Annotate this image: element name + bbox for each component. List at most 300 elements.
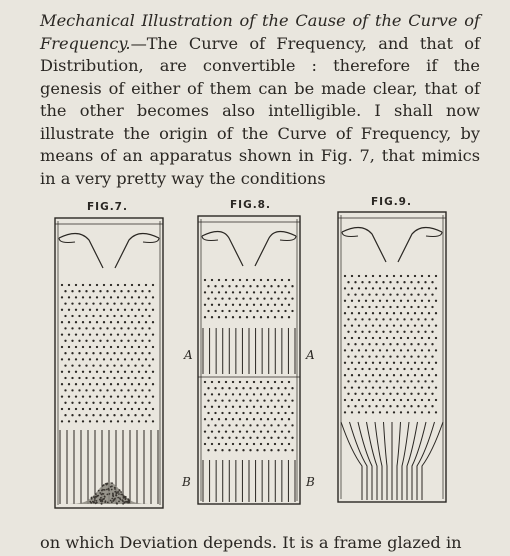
fig8-pin bbox=[239, 406, 241, 408]
fig7-pin bbox=[134, 402, 136, 404]
fig9-pin bbox=[354, 318, 356, 320]
fig7-pin bbox=[117, 284, 119, 286]
fig8-pin bbox=[228, 285, 230, 287]
fig9-pin bbox=[368, 331, 370, 333]
fig9-pin bbox=[361, 318, 363, 320]
fig8-pin bbox=[225, 406, 227, 408]
fig9-pin bbox=[382, 368, 384, 370]
fig8-pin bbox=[291, 310, 293, 312]
fig9-pin bbox=[379, 386, 381, 388]
fig9-pin bbox=[347, 405, 349, 407]
fig7-pin bbox=[131, 395, 133, 397]
fig9-pin bbox=[344, 275, 346, 277]
fig9-pin bbox=[393, 399, 395, 401]
fig9-pin bbox=[414, 275, 416, 277]
fig9-pin bbox=[365, 275, 367, 277]
fig7-pin bbox=[152, 321, 154, 323]
fig7-pin bbox=[89, 383, 91, 385]
fig7-shot bbox=[101, 494, 103, 496]
fig8-pin bbox=[246, 393, 248, 395]
fig8-pin bbox=[218, 381, 220, 383]
fig8-pin bbox=[204, 406, 206, 408]
fig9-pin bbox=[431, 318, 433, 320]
fig7-pin bbox=[61, 383, 63, 385]
fig8-pin bbox=[274, 418, 276, 420]
fig7-pin bbox=[134, 389, 136, 391]
text-paragraph bbox=[40, 10, 480, 190]
fig8-pin bbox=[225, 418, 227, 420]
fig7-pin bbox=[78, 352, 80, 354]
fig9-pin bbox=[372, 411, 374, 413]
fig9-pin bbox=[361, 355, 363, 357]
fig8-marker-a-right: A bbox=[306, 348, 315, 362]
fig8-pin bbox=[249, 412, 251, 414]
fig7-shot bbox=[122, 494, 124, 496]
fig7-pin bbox=[89, 284, 91, 286]
fig8-funnel-left bbox=[202, 231, 243, 266]
fig7-shot bbox=[106, 489, 108, 491]
fig7-pin bbox=[68, 309, 70, 311]
fig7-pin bbox=[106, 290, 108, 292]
fig8-pin bbox=[232, 304, 234, 306]
fig9-pin bbox=[347, 306, 349, 308]
fig7-shot bbox=[124, 501, 126, 503]
fig9-pin bbox=[344, 362, 346, 364]
fig7-pin bbox=[113, 414, 115, 416]
fig7-pin bbox=[110, 333, 112, 335]
fig7-pin bbox=[64, 377, 66, 379]
fig9-pin bbox=[389, 331, 391, 333]
fig9-pin bbox=[400, 362, 402, 364]
fig9-pin bbox=[347, 343, 349, 345]
fig9-pin bbox=[386, 312, 388, 314]
fig8-pin bbox=[288, 406, 290, 408]
fig7-pin bbox=[120, 302, 122, 304]
fig7-pin bbox=[120, 327, 122, 329]
fig9-pin bbox=[344, 349, 346, 351]
fig9-pin bbox=[393, 349, 395, 351]
fig9-pin bbox=[361, 331, 363, 333]
fig8-pin bbox=[232, 279, 234, 281]
fig7-pin bbox=[131, 296, 133, 298]
fig7-shot bbox=[112, 500, 114, 502]
fig7-shot bbox=[109, 493, 111, 495]
fig9-pin bbox=[417, 355, 419, 357]
fig9-pin bbox=[414, 337, 416, 339]
fig8-funnel-right bbox=[255, 231, 296, 266]
fig7-shot bbox=[114, 487, 116, 489]
fig9-pin bbox=[414, 349, 416, 351]
fig9-pin bbox=[407, 374, 409, 376]
fig8-pin bbox=[270, 412, 272, 414]
fig7-pin bbox=[120, 315, 122, 317]
fig7-pin bbox=[124, 309, 126, 311]
fig8-pin bbox=[263, 297, 265, 299]
fig9-pin bbox=[417, 343, 419, 345]
fig9-label: FIG.9. bbox=[371, 196, 412, 208]
fig9-pin bbox=[386, 324, 388, 326]
fig9-pin bbox=[365, 399, 367, 401]
fig9-pin bbox=[354, 281, 356, 283]
fig7-pin bbox=[106, 352, 108, 354]
fig8-pin bbox=[242, 310, 244, 312]
fig9-pin bbox=[361, 405, 363, 407]
fig9-pin bbox=[361, 281, 363, 283]
fig7-pin bbox=[85, 327, 87, 329]
fig7-pin bbox=[68, 296, 70, 298]
fig7-pin bbox=[141, 302, 143, 304]
fig8-pin bbox=[221, 424, 223, 426]
fig7-shot bbox=[104, 489, 106, 491]
fig8-pin bbox=[274, 393, 276, 395]
fig8-pin bbox=[228, 412, 230, 414]
fig9-pin bbox=[421, 324, 423, 326]
fig7-pin bbox=[117, 296, 119, 298]
fig9-pin bbox=[424, 405, 426, 407]
fig9-pin bbox=[410, 380, 412, 382]
fig9-pin bbox=[375, 306, 377, 308]
fig7-pin bbox=[64, 352, 66, 354]
fig9-pin bbox=[361, 393, 363, 395]
fig9-pin bbox=[382, 306, 384, 308]
fig9-channel bbox=[402, 422, 409, 500]
fig7-pin bbox=[99, 377, 101, 379]
fig8-pin bbox=[232, 443, 234, 445]
fig9-pin bbox=[410, 281, 412, 283]
fig9-pin bbox=[365, 386, 367, 388]
fig8-pin bbox=[235, 387, 237, 389]
fig7-pin bbox=[124, 395, 126, 397]
fig9-pin bbox=[417, 306, 419, 308]
fig9-pin bbox=[389, 293, 391, 295]
fig9-pin bbox=[424, 281, 426, 283]
fig9-pin bbox=[344, 337, 346, 339]
fig9-pin bbox=[435, 411, 437, 413]
fig8-pin bbox=[214, 310, 216, 312]
fig7-pin bbox=[134, 302, 136, 304]
fig7-pin bbox=[99, 414, 101, 416]
fig9-pin bbox=[372, 399, 374, 401]
fig8-pin bbox=[267, 291, 269, 293]
fig8-pin bbox=[211, 291, 213, 293]
fig9-pin bbox=[386, 337, 388, 339]
fig9-pin bbox=[424, 293, 426, 295]
fig7-pin bbox=[127, 302, 129, 304]
fig7-pin bbox=[127, 327, 129, 329]
fig9-pin bbox=[393, 411, 395, 413]
fig9-pin bbox=[407, 287, 409, 289]
fig8-pin bbox=[232, 291, 234, 293]
fig7-pin bbox=[89, 321, 91, 323]
fig9-pin bbox=[428, 386, 430, 388]
fig9-pin bbox=[421, 374, 423, 376]
fig9-pin bbox=[379, 287, 381, 289]
fig8-pin bbox=[214, 449, 216, 451]
fig9-pin bbox=[379, 337, 381, 339]
fig9-pin bbox=[347, 355, 349, 357]
fig7-pin bbox=[152, 420, 154, 422]
fig7-pin bbox=[78, 327, 80, 329]
fig9-pin bbox=[389, 393, 391, 395]
fig8-pin bbox=[211, 418, 213, 420]
fig7-shot bbox=[120, 494, 122, 496]
fig7-pin bbox=[82, 408, 84, 410]
fig8-pin bbox=[228, 399, 230, 401]
fig7-pin bbox=[113, 377, 115, 379]
fig7-shot bbox=[108, 489, 110, 491]
fig9-pin bbox=[389, 380, 391, 382]
fig7-shot bbox=[111, 501, 113, 503]
fig9-pin bbox=[403, 306, 405, 308]
fig9-pin bbox=[393, 275, 395, 277]
fig7-pin bbox=[106, 377, 108, 379]
fig8-pin bbox=[235, 412, 237, 414]
fig7-pin bbox=[61, 420, 63, 422]
fig7-pin bbox=[145, 296, 147, 298]
fig8-pin bbox=[242, 285, 244, 287]
fig8-pin bbox=[249, 310, 251, 312]
fig9-pin bbox=[375, 293, 377, 295]
fig7-shot bbox=[97, 495, 99, 497]
fig9-pin bbox=[431, 331, 433, 333]
fig7-shot bbox=[95, 493, 97, 495]
fig7-pin bbox=[64, 414, 66, 416]
fig7-pin bbox=[113, 327, 115, 329]
fig7-pin bbox=[99, 315, 101, 317]
fig9-pin bbox=[393, 287, 395, 289]
fig7-pin bbox=[92, 352, 94, 354]
fig9-channel bbox=[412, 422, 426, 500]
fig7-pin bbox=[145, 371, 147, 373]
fig8-pin bbox=[211, 430, 213, 432]
fig9-pin bbox=[382, 393, 384, 395]
fig8-pin bbox=[221, 412, 223, 414]
fig9-pin bbox=[379, 349, 381, 351]
fig8-pin bbox=[214, 387, 216, 389]
fig9-channel bbox=[375, 422, 382, 500]
fig8-pin bbox=[207, 412, 209, 414]
fig9-pin bbox=[396, 293, 398, 295]
fig7-shot bbox=[119, 490, 121, 492]
fig8-pin bbox=[239, 430, 241, 432]
fig7-shot bbox=[123, 497, 125, 499]
fig7-pin bbox=[120, 352, 122, 354]
fig8-pin bbox=[267, 304, 269, 306]
fig7-pin bbox=[99, 352, 101, 354]
fig7-pin bbox=[138, 371, 140, 373]
fig9-pin bbox=[414, 374, 416, 376]
fig8-pin bbox=[260, 443, 262, 445]
fig9-pin bbox=[393, 337, 395, 339]
fig7-pin bbox=[127, 290, 129, 292]
fig7-pin bbox=[106, 340, 108, 342]
fig9-pin bbox=[389, 306, 391, 308]
fig8-pin bbox=[260, 393, 262, 395]
fig9-pin bbox=[407, 275, 409, 277]
fig8-pin bbox=[253, 406, 255, 408]
fig8-pin bbox=[249, 437, 251, 439]
fig7-pin bbox=[131, 346, 133, 348]
fig7-pin bbox=[96, 420, 98, 422]
fig8-pin bbox=[260, 430, 262, 432]
fig7-pin bbox=[89, 395, 91, 397]
fig9-pin bbox=[396, 343, 398, 345]
fig7-shot bbox=[117, 497, 119, 499]
fig7-shot bbox=[89, 501, 91, 503]
fig9-pin bbox=[424, 355, 426, 357]
fig8-pin bbox=[228, 449, 230, 451]
fig9-pin bbox=[396, 318, 398, 320]
fig8-pin bbox=[211, 406, 213, 408]
fig9-pin bbox=[417, 368, 419, 370]
fig9-pin bbox=[431, 380, 433, 382]
fig7-shot bbox=[98, 490, 100, 492]
fig9-pin bbox=[347, 318, 349, 320]
fig9-pin bbox=[358, 386, 360, 388]
fig9-pin bbox=[344, 287, 346, 289]
fig7-pin bbox=[82, 309, 84, 311]
fig8-pin bbox=[274, 381, 276, 383]
fig8-pin bbox=[249, 297, 251, 299]
fig7-pin bbox=[61, 346, 63, 348]
fig9-pin bbox=[358, 337, 360, 339]
fig8-funnel-left-lip bbox=[202, 236, 218, 241]
fig7-pin bbox=[82, 395, 84, 397]
fig8-pin bbox=[242, 297, 244, 299]
fig7-pin bbox=[61, 284, 63, 286]
fig9-pin bbox=[354, 380, 356, 382]
fig7-pin bbox=[134, 364, 136, 366]
fig7-pin bbox=[99, 364, 101, 366]
fig9-pin bbox=[424, 331, 426, 333]
fig9-pin bbox=[365, 287, 367, 289]
fig7-pin bbox=[152, 358, 154, 360]
fig8-pin bbox=[218, 430, 220, 432]
fig7-pin bbox=[89, 296, 91, 298]
fig9-pin bbox=[417, 405, 419, 407]
fig9-funnel-left-lip bbox=[342, 232, 358, 237]
fig7-pin bbox=[131, 371, 133, 373]
fig8-pin bbox=[214, 285, 216, 287]
fig7-pin bbox=[61, 408, 63, 410]
fig9-pin bbox=[407, 337, 409, 339]
fig7-pin bbox=[113, 352, 115, 354]
fig8-pin bbox=[263, 449, 265, 451]
fig8-pin bbox=[288, 430, 290, 432]
fig7-pin bbox=[75, 333, 77, 335]
fig9-pin bbox=[389, 318, 391, 320]
fig7-pin bbox=[61, 333, 63, 335]
fig8-pin bbox=[239, 291, 241, 293]
fig7-pin bbox=[124, 408, 126, 410]
fig7-pin bbox=[99, 290, 101, 292]
fig9-pin bbox=[365, 411, 367, 413]
fig7-pin bbox=[117, 371, 119, 373]
fig7-pin bbox=[82, 346, 84, 348]
fig7-pin bbox=[64, 327, 66, 329]
fig7-pin bbox=[75, 321, 77, 323]
fig7-pin bbox=[127, 414, 129, 416]
fig8-pin bbox=[246, 406, 248, 408]
fig9-pin bbox=[368, 368, 370, 370]
fig7-pin bbox=[152, 333, 154, 335]
fig7-pin bbox=[75, 309, 77, 311]
fig8-pin bbox=[274, 291, 276, 293]
fig7-pin bbox=[131, 321, 133, 323]
fig9-pin bbox=[368, 318, 370, 320]
fig7-pin bbox=[117, 408, 119, 410]
fig8-pin bbox=[291, 449, 293, 451]
fig7-pin bbox=[92, 327, 94, 329]
fig9-pin bbox=[347, 368, 349, 370]
fig8-pin bbox=[225, 279, 227, 281]
fig8-pin bbox=[235, 285, 237, 287]
fig8-pin bbox=[270, 297, 272, 299]
fig7-pin bbox=[82, 284, 84, 286]
fig8-pin bbox=[228, 297, 230, 299]
fig8-pin bbox=[281, 443, 283, 445]
fig9-pin bbox=[368, 343, 370, 345]
fig7-pin bbox=[106, 364, 108, 366]
fig7-pin bbox=[106, 327, 108, 329]
fig7-shot bbox=[103, 484, 105, 486]
fig7-pin bbox=[134, 327, 136, 329]
fig8-pin bbox=[239, 393, 241, 395]
fig9-pin bbox=[351, 411, 353, 413]
fig7-pin bbox=[99, 340, 101, 342]
fig8-pin bbox=[274, 316, 276, 318]
fig9-pin bbox=[435, 300, 437, 302]
fig9-pin bbox=[435, 312, 437, 314]
fig8-pin bbox=[291, 399, 293, 401]
fig7-pin bbox=[106, 402, 108, 404]
fig8-pin bbox=[260, 279, 262, 281]
fig8-pin bbox=[256, 437, 258, 439]
fig9-pin bbox=[410, 405, 412, 407]
fig9-pin bbox=[379, 275, 381, 277]
fig8-pin bbox=[214, 297, 216, 299]
fig7-shot bbox=[111, 485, 113, 487]
fig7-pin bbox=[103, 333, 105, 335]
fig7-pin bbox=[152, 395, 154, 397]
fig9-pin bbox=[417, 393, 419, 395]
fig7-pin bbox=[148, 352, 150, 354]
fig9-pin bbox=[361, 306, 363, 308]
fig7-pin bbox=[110, 395, 112, 397]
fig7-pin bbox=[75, 296, 77, 298]
fig9-pin bbox=[400, 386, 402, 388]
fig7-pin bbox=[82, 383, 84, 385]
fig9-pin bbox=[382, 331, 384, 333]
fig7-pin bbox=[127, 377, 129, 379]
fig9-pin bbox=[424, 368, 426, 370]
fig9-pin bbox=[358, 399, 360, 401]
fig8-pin bbox=[263, 387, 265, 389]
fig9-pin bbox=[396, 368, 398, 370]
fig7-pin bbox=[89, 408, 91, 410]
fig7-pin bbox=[68, 333, 70, 335]
fig7-pin bbox=[134, 315, 136, 317]
fig7-pin bbox=[71, 290, 73, 292]
fig7-pin bbox=[103, 321, 105, 323]
fig7-pin bbox=[85, 302, 87, 304]
fig7-pin bbox=[152, 346, 154, 348]
fig8-pin bbox=[267, 430, 269, 432]
fig7-funnel-right bbox=[115, 233, 159, 268]
fig7-pin bbox=[103, 395, 105, 397]
fig9-pin bbox=[365, 362, 367, 364]
fig9-pin bbox=[372, 275, 374, 277]
